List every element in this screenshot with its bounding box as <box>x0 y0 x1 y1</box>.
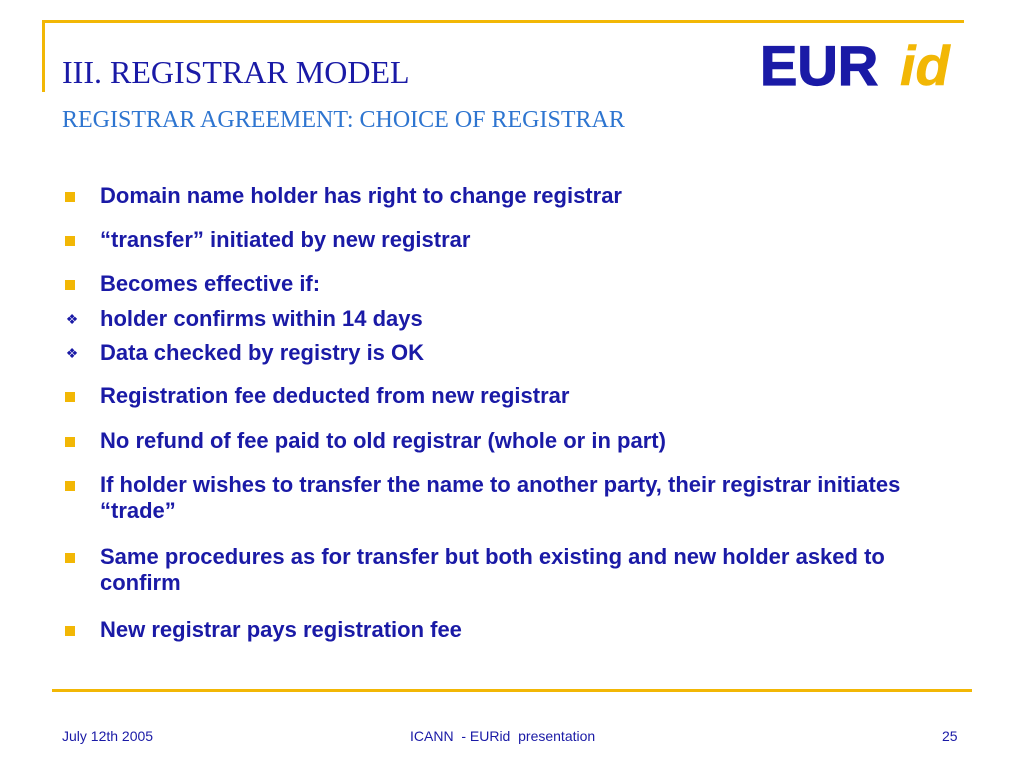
slide-title: III. REGISTRAR MODEL <box>62 54 410 90</box>
bullet-text: “transfer” initiated by new registrar <box>100 227 471 252</box>
slide-subtitle: REGISTRAR AGREEMENT: CHOICE OF REGISTRAR <box>62 107 625 133</box>
bullet-text: holder confirms within 14 days <box>100 306 423 331</box>
bullet-square <box>65 392 75 402</box>
eurid-logo-accent-text: id <box>900 36 950 94</box>
bullet-diamond-icon: ❖ <box>65 345 79 361</box>
bullet-text: Data checked by registry is OK <box>100 340 425 365</box>
bullet-text: Domain name holder has right to change registrar <box>100 183 622 208</box>
bullet-text: Same procedures as for transfer but both existing and new holder asked to confirm <box>100 544 885 595</box>
bullet-square <box>65 437 75 447</box>
bullet-text: New registrar pays registration fee <box>100 617 462 642</box>
bullet-square <box>65 236 75 246</box>
bullet-square <box>65 553 75 563</box>
bullet-square <box>65 192 75 202</box>
footer-date: July 12th 2005 <box>62 728 154 744</box>
bullet-text: If holder wishes to transfer the name to another party, their registrar initiates “trade” <box>100 472 901 523</box>
bullet-square <box>65 626 75 636</box>
bullet-square <box>65 280 75 290</box>
bullet-text: No refund of fee paid to old registrar (whole or in part) <box>100 428 666 453</box>
footer-page-number: 25 <box>942 728 958 744</box>
bullet-text: Becomes effective if: <box>100 271 321 296</box>
bullet-diamond-icon: ❖ <box>65 311 79 327</box>
eurid-logo-main-text: EUR <box>760 36 879 94</box>
bullet-square <box>65 481 75 491</box>
bullet-text: Registration fee deducted from new registrar <box>100 383 570 408</box>
footer-divider <box>52 689 972 692</box>
footer-presentation-label: ICANN - EURid presentation <box>410 728 596 744</box>
